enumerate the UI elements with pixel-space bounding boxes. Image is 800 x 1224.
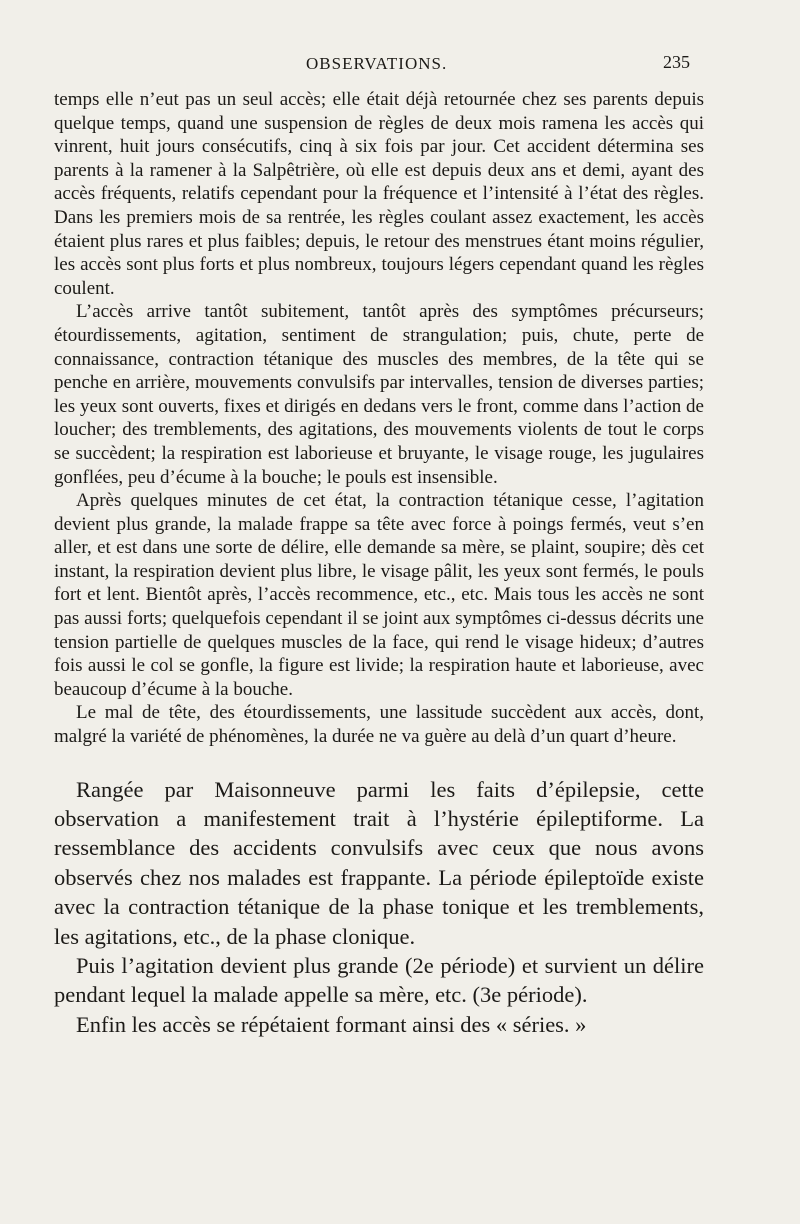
running-title: OBSERVATIONS.: [306, 54, 448, 73]
observation-paragraph: Le mal de tête, des étourdissements, une lassitude succèdent aux accès, dont, malgré la variété de phénomènes, la durée ne va guère au delà d’un quart d’heure.: [54, 702, 704, 748]
commentary: [54, 775, 704, 1040]
page-number: 235: [663, 52, 690, 72]
commentary-paragraph: Rangée par Maisonneuve parmi les faits d’épilepsie, cette observation a manifestement trait à l’hystérie épileptiforme. La ressemblance des accidents convulsifs avec ceux que nous avons observés chez nos malades est frappante. La période épileptoïde existe avec la contraction tétanique de la phase tonique et les tremblements, les agitations, etc., de la phase clonique.: [54, 776, 704, 949]
commentary-paragraph: Puis l’agitation devient plus grande (2e période) et survient un délire pendant lequel la malade appelle sa mère, etc. (3e période).: [54, 953, 704, 1008]
page-header: [60, 52, 690, 80]
body-text: [54, 88, 704, 1039]
commentary-paragraph: Enfin les accès se répétaient formant ainsi des « séries. »: [76, 1011, 587, 1037]
quoted-observation: [54, 88, 704, 749]
observation-paragraph: L’accès arrive tantôt subitement, tantôt après des symptômes précurseurs; étourdissements, agitation, sentiment de strangulation; puis, chute, perte de connaissance, contraction tétanique des muscles des membres, de la tête qui se penche en arrière, mouvements convulsifs par intervalles, tension de diverses parties; les yeux sont ouverts, fixes et dirigés en dedans vers le front, comme dans l’action de loucher; des tremblements, des agitations, des mouvements violents de tout le corps se succèdent; la respiration est laborieuse et bruyante, le visage rouge, les jugulaires gonflées, peu d’écume à la bouche; le pouls est insensible.: [54, 301, 704, 488]
observation-paragraph: Après quelques minutes de cet état, la contraction tétanique cesse, l’agitation devient plus grande, la malade frappe sa tête avec force à poings fermés, veut s’en aller, et est dans une sorte de délire, elle demande sa mère, se plaint, soupire; dès cet instant, la respiration devient plus libre, le visage pâlit, les yeux sont fermés, le pouls fort et lent. Bientôt après, l’accès recommence, etc., etc. Mais tous les accès ne sont pas aussi forts; quelquefois cependant il se joint aux symptômes ci-dessus décrits une tension partielle de quelques muscles de la face, qui rend le visage hideux; d’autres fois aussi le col se gonfle, la figure est livide; la respiration haute et laborieuse, avec beaucoup d’écume à la bouche.: [54, 490, 704, 700]
observation-paragraph: temps elle n’eut pas un seul accès; elle était déjà retournée chez ses parents depuis quelque temps, quand une suspension de règles de deux mois ramena les accès qui vinrent, huit jours consécutifs, cinq à six fois par jour. Cet accident détermina ses parents à la ramener à la Salpêtrière, où elle est depuis deux ans et demi, ayant des accès fréquents, relatifs cependant pour la fréquence et l’intensité à l’état des règles. Dans les premiers mois de sa rentrée, les règles coulant assez exactement, les accès étaient plus rares et plus faibles; depuis, le retour des menstrues étant moins régulier, les accès sont plus forts et plus nombreux, toujours légers cependant quand les règles coulent.: [54, 89, 704, 299]
